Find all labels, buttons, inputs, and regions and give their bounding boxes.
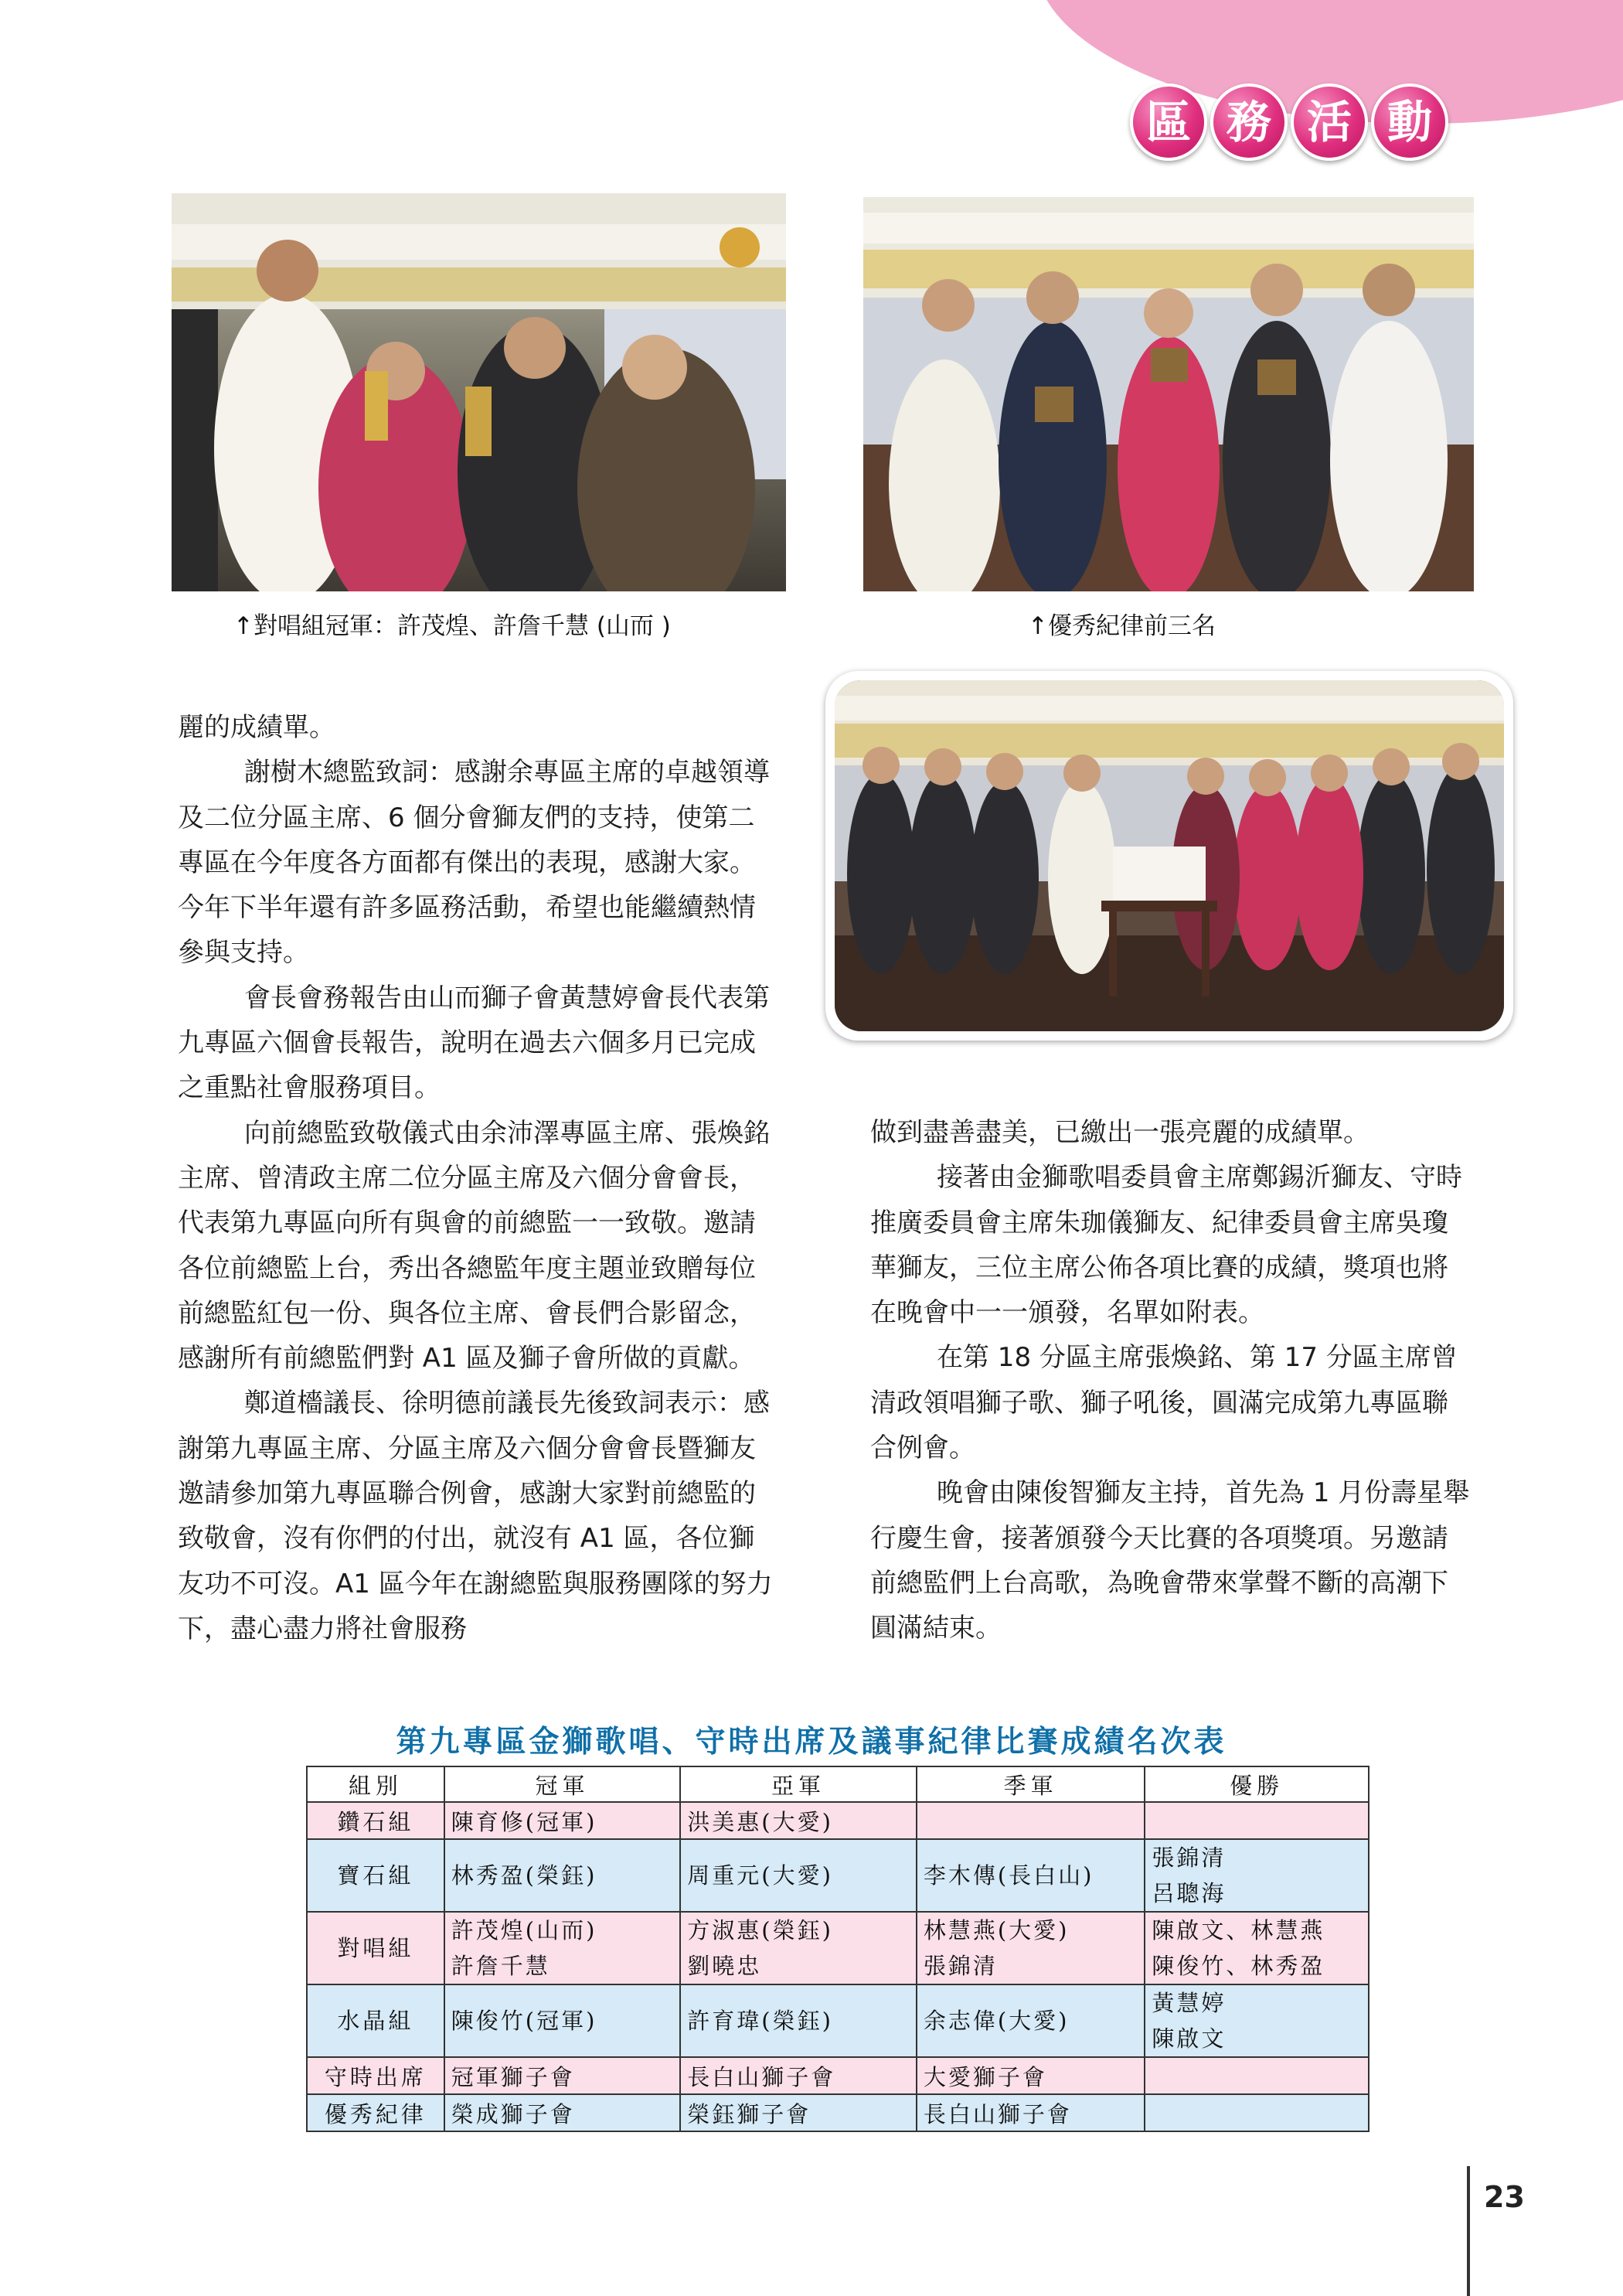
cell-third bbox=[917, 1802, 1145, 1839]
table-header: 優勝 bbox=[1145, 1766, 1369, 1802]
cell-second: 許育瑋(榮鈺) bbox=[680, 1984, 917, 2057]
photo-discipline-winners bbox=[863, 197, 1474, 591]
section-title bbox=[1130, 83, 1448, 159]
page-number: 23 bbox=[1484, 2180, 1525, 2214]
table-row bbox=[307, 1802, 1369, 1839]
table-row bbox=[307, 2057, 1369, 2094]
paragraph: 接著由金獅歌唱委員會主席鄭錫沂獅友、守時推廣委員會主席朱珈儀獅友、紀律委員會主席吳瓊華獅友，三位主席公佈各項比賽的成績，獎項也將在晚會中一一頒發，名單如附表。 bbox=[870, 1162, 1462, 1329]
table-title: 第九專區金獅歌唱、守時出席及議事紀律比賽成績名次表 bbox=[396, 1725, 1227, 1759]
merit-line: 陳俊竹、林秀盈 bbox=[1152, 1953, 1325, 1979]
second-line: 劉曉忠 bbox=[687, 1953, 762, 1979]
photo-cake-cutting bbox=[835, 680, 1504, 1031]
third-line: 張錦清 bbox=[923, 1953, 998, 1979]
merit-line: 陳啟文、林慧燕 bbox=[1152, 1917, 1325, 1943]
paragraph: 會長會務報告由山而獅子會黃慧婷會長代表第九專區六個會長報告，說明在過去六個多月已完成之重點社會服務項目。 bbox=[178, 982, 770, 1104]
cell-third bbox=[917, 1912, 1145, 1984]
merit-line: 陳啟文 bbox=[1152, 2025, 1227, 2052]
cell-third: 大愛獅子會 bbox=[917, 2057, 1145, 2094]
cell-group: 對唱組 bbox=[307, 1912, 444, 1984]
paragraph: 在第 18 分區主席張煥銘、第 17 分區主席曾清政領唱獅子歌、獅子吼後，圓滿完成第九專區聯合例會。 bbox=[870, 1342, 1458, 1464]
paragraph: 鄭道檣議長、徐明德前議長先後致詞表示：感謝第九專區主席、分區主席及六個分會會長暨獅友邀請參加第九專區聯合例會，感謝大家對前總監的致敬會，沒有你們的付出，就沒有 A1 區，各位獅友功不可沒。A1 區今年在謝總監與服務團隊的努力下，盡心盡力將社會服務 bbox=[178, 1388, 773, 1644]
cell-merit bbox=[1145, 2057, 1369, 2094]
merit-line: 呂聰海 bbox=[1152, 1880, 1227, 1906]
third-line: 林慧燕(大愛) bbox=[923, 1917, 1070, 1943]
cell-group: 水晶組 bbox=[307, 1984, 444, 2057]
table-header: 季軍 bbox=[917, 1766, 1145, 1802]
cell-group: 優秀紀律 bbox=[307, 2094, 444, 2131]
photo-caption: ↑對唱組冠軍：許茂煌、許詹千慧 (山而 ) bbox=[233, 612, 671, 640]
merit-line: 黃慧婷 bbox=[1152, 1990, 1227, 2016]
cell-merit bbox=[1145, 1839, 1369, 1912]
cell-first: 陳俊竹(冠軍) bbox=[444, 1984, 681, 2057]
cell-group: 鑽石組 bbox=[307, 1802, 444, 1839]
cell-first: 陳育修(冠軍) bbox=[444, 1802, 681, 1839]
photo-caption: ↑優秀紀律前三名 bbox=[1028, 612, 1216, 640]
second-line: 方淑惠(榮鈺) bbox=[687, 1917, 833, 1943]
table-row bbox=[307, 2094, 1369, 2131]
results-table bbox=[306, 1766, 1370, 2132]
article-column-left bbox=[178, 705, 781, 1651]
paragraph: 謝樹木總監致詞：感謝余專區主席的卓越領導及二位分區主席、6 個分會獅友們的支持，使第二專區在今年度各方面都有傑出的表現，感謝大家。今年下半年還有許多區務活動，希望也能繼續熱情參與支持。 bbox=[178, 757, 770, 969]
table-row bbox=[307, 1912, 1369, 1984]
cell-merit bbox=[1145, 2094, 1369, 2131]
photo-award-duet bbox=[172, 193, 786, 591]
cell-first: 林秀盈(榮鈺) bbox=[444, 1839, 681, 1912]
cell-second: 榮鈺獅子會 bbox=[680, 2094, 917, 2131]
table-header-row bbox=[307, 1766, 1369, 1802]
page-divider bbox=[1467, 2166, 1470, 2296]
cell-first: 榮成獅子會 bbox=[444, 2094, 681, 2131]
cell-group: 守時出席 bbox=[307, 2057, 444, 2094]
section-title-char: 活 bbox=[1291, 83, 1368, 161]
article-column-right bbox=[870, 1110, 1473, 1651]
first-line: 許茂煌(山而) bbox=[451, 1917, 597, 1943]
section-title-char: 務 bbox=[1210, 83, 1288, 161]
merit-line: 張錦清 bbox=[1152, 1845, 1227, 1871]
cell-merit bbox=[1145, 1802, 1369, 1839]
table-header: 組別 bbox=[307, 1766, 444, 1802]
cell-second: 長白山獅子會 bbox=[680, 2057, 917, 2094]
section-title-char: 區 bbox=[1130, 83, 1207, 161]
cell-third: 余志偉(大愛) bbox=[917, 1984, 1145, 2057]
cell-second: 洪美惠(大愛) bbox=[680, 1802, 917, 1839]
cell-merit bbox=[1145, 1912, 1369, 1984]
cell-second bbox=[680, 1912, 917, 1984]
paragraph: 做到盡善盡美，已繳出一張亮麗的成績單。 bbox=[870, 1117, 1370, 1148]
cell-first: 冠軍獅子會 bbox=[444, 2057, 681, 2094]
table-header: 冠軍 bbox=[444, 1766, 681, 1802]
paragraph: 晚會由陳俊智獅友主持，首先為 1 月份壽星舉行慶生會，接著頒發今天比賽的各項獎項。另邀請前總監們上台高歌，為晚會帶來掌聲不斷的高潮下圓滿結束。 bbox=[870, 1477, 1470, 1644]
cell-second: 周重元(大愛) bbox=[680, 1839, 917, 1912]
cell-merit bbox=[1145, 1984, 1369, 2057]
cell-first bbox=[444, 1912, 681, 1984]
paragraph: 向前總監致敬儀式由余沛澤專區主席、張煥銘主席、曾清政主席二位分區主席及六個分會會長，代表第九專區向所有與會的前總監一一致敬。邀請各位前總監上台，秀出各總監年度主題並致贈每位前總監紅包一份、與各位主席、會長們合影留念，感謝所有前總監們對 A1 區及獅子會所做的貢獻。 bbox=[178, 1117, 770, 1375]
paragraph: 麗的成績單。 bbox=[178, 712, 335, 743]
table-row bbox=[307, 1984, 1369, 2057]
first-line: 許詹千慧 bbox=[451, 1953, 550, 1979]
table-row bbox=[307, 1839, 1369, 1912]
cell-group: 寶石組 bbox=[307, 1839, 444, 1912]
cell-third: 李木傳(長白山) bbox=[917, 1839, 1145, 1912]
cell-third: 長白山獅子會 bbox=[917, 2094, 1145, 2131]
table-header: 亞軍 bbox=[680, 1766, 917, 1802]
section-title-char: 動 bbox=[1371, 83, 1448, 161]
